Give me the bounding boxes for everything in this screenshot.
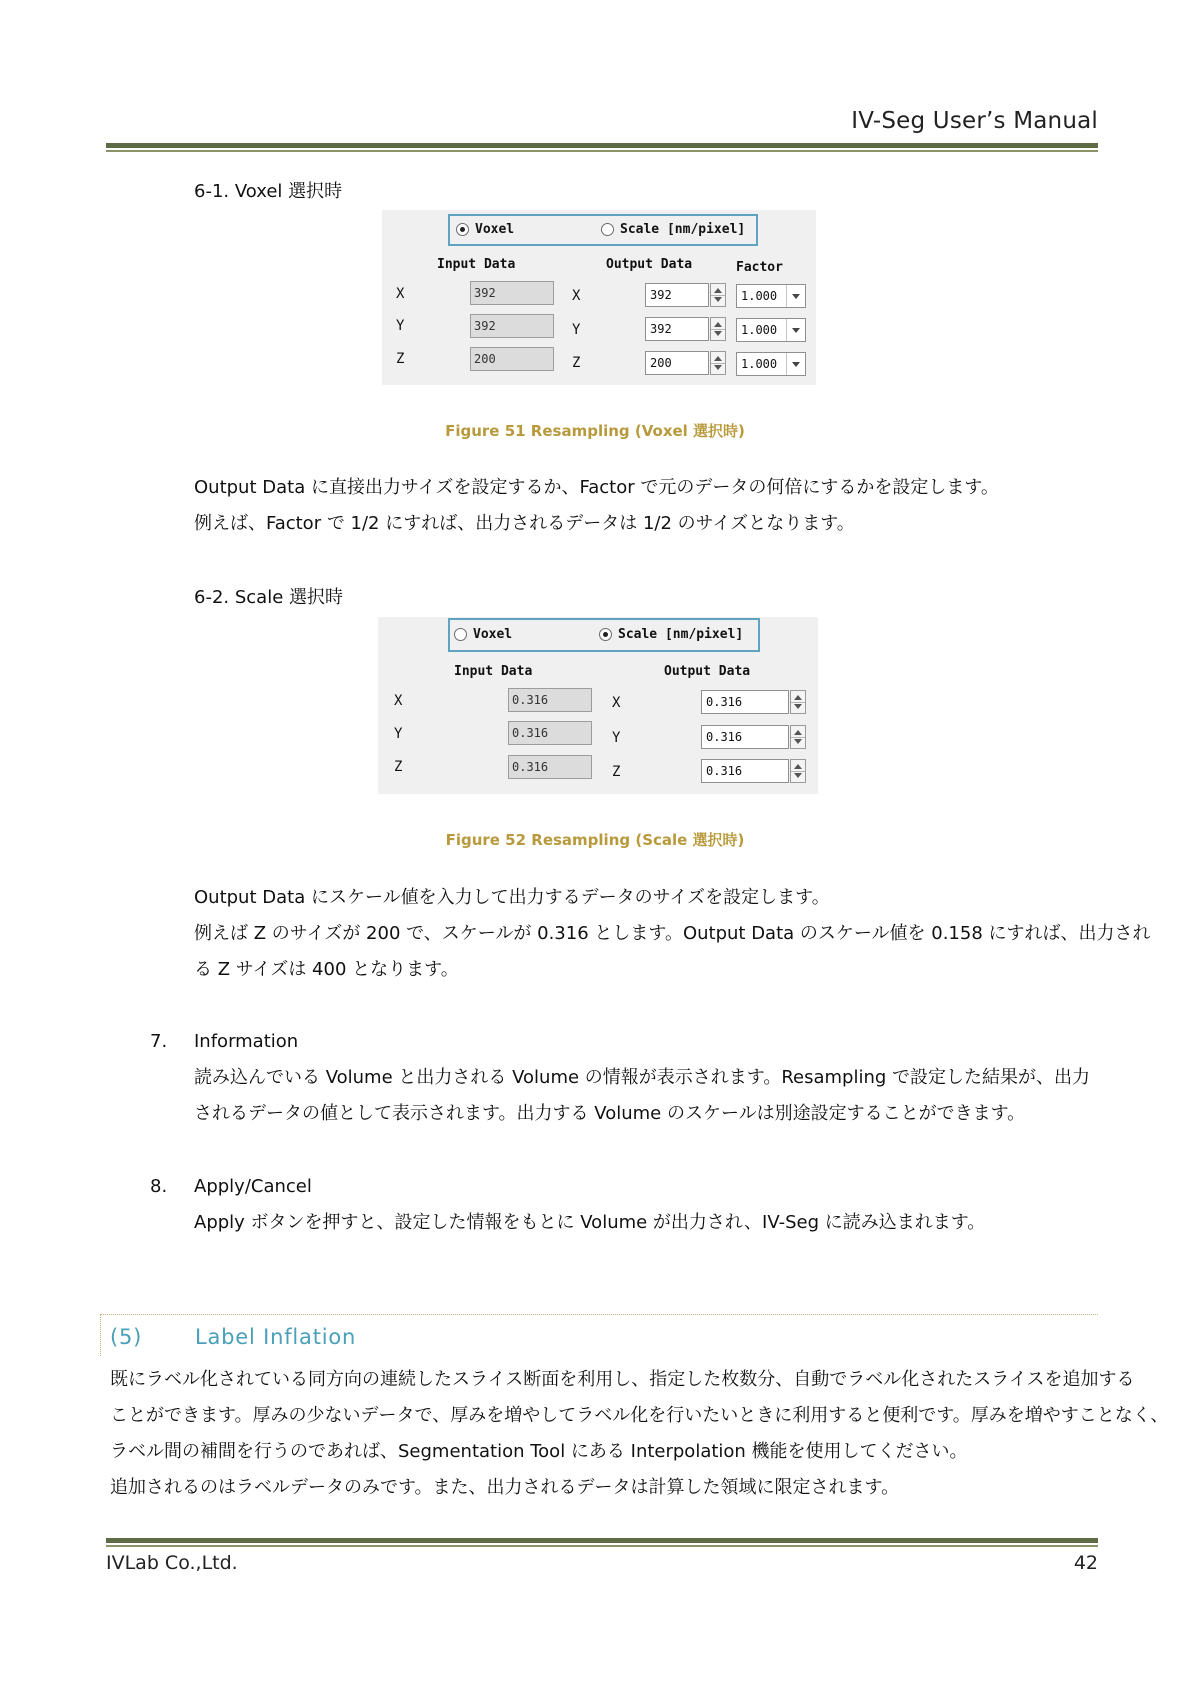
item-7-title: Information	[194, 1031, 299, 1052]
radio-voxel-indicator	[456, 223, 469, 236]
input-data-label: Input Data	[454, 664, 533, 679]
input-z-axis: Z	[396, 351, 405, 367]
section-5-line3: ラベル間の補間を行うのであれば、Segmentation Tool にある Interpolation 機能を使用してください。	[110, 1441, 968, 1462]
output-x-axis: X	[612, 695, 621, 711]
radio-voxel-label: Voxel	[475, 222, 515, 237]
paragraph-scale-line3: る Z サイズは 400 となります。	[194, 959, 459, 980]
chevron-down-icon	[786, 319, 805, 341]
input-y-field: 392	[470, 314, 554, 338]
resampling-scale-panel	[378, 617, 818, 794]
chevron-down-icon	[786, 285, 805, 307]
item-7-number: 7.	[150, 1031, 168, 1052]
output-z-input[interactable]: 0.316	[701, 759, 789, 783]
header-rule-thin	[106, 150, 1098, 152]
company-name: IVLab Co.,Ltd.	[106, 1552, 238, 1574]
input-y-axis: Y	[396, 318, 405, 334]
paragraph-scale-line2: 例えば Z のサイズが 200 で、スケールが 0.316 とします。Output Data のスケール値を 0.158 にすれば、出力され	[194, 923, 1151, 944]
radio-scale[interactable]	[599, 627, 743, 642]
input-x-axis: X	[396, 286, 405, 302]
radio-voxel[interactable]	[456, 222, 514, 237]
factor-y-value: 1.000	[741, 323, 778, 337]
radio-voxel-label: Voxel	[473, 627, 513, 642]
radio-scale-indicator	[601, 223, 614, 236]
output-data-label: Output Data	[664, 664, 751, 679]
output-y-spinner[interactable]	[710, 317, 726, 341]
output-data-label: Output Data	[606, 257, 693, 272]
output-y-axis: Y	[612, 730, 621, 746]
paragraph-voxel-line1: Output Data に直接出力サイズを設定するか、Factor で元のデータの何倍にするかを設定します。	[194, 477, 999, 498]
output-x-input[interactable]: 0.316	[701, 690, 789, 714]
output-x-spinner[interactable]	[710, 283, 726, 307]
page-number: 42	[1073, 1552, 1098, 1574]
output-z-spinner[interactable]	[790, 759, 806, 783]
paragraph-scale-line1: Output Data にスケール値を入力して出力するデータのサイズを設定します。	[194, 887, 830, 908]
output-y-axis: Y	[572, 322, 581, 338]
input-y-axis: Y	[394, 726, 403, 742]
item-8-number: 8.	[150, 1176, 168, 1197]
output-z-axis: Z	[612, 764, 621, 780]
output-y-input[interactable]: 392	[645, 317, 709, 341]
input-z-axis: Z	[394, 759, 403, 775]
section-5-line2: ことができます。厚みの少ないデータで、厚みを増やしてラベル化を行いたいときに利用すると便利です。厚みを増やすことなく、	[110, 1405, 1169, 1426]
subsection-heading-scale: 6-2. Scale 選択時	[194, 587, 343, 608]
input-data-label: Input Data	[437, 257, 516, 272]
input-y-field: 0.316	[508, 721, 592, 745]
output-y-input[interactable]: 0.316	[701, 725, 789, 749]
output-z-input[interactable]: 200	[645, 351, 709, 375]
figure-51-caption: Figure 51 Resampling (Voxel 選択時)	[445, 422, 745, 440]
subsection-heading-voxel: 6-1. Voxel 選択時	[194, 181, 343, 202]
radio-scale-label: Scale [nm/pixel]	[618, 627, 744, 642]
output-x-spinner[interactable]	[790, 690, 806, 714]
output-y-spinner[interactable]	[790, 725, 806, 749]
input-x-axis: X	[394, 693, 403, 709]
output-z-spinner[interactable]	[710, 351, 726, 375]
figure-52-caption: Figure 52 Resampling (Scale 選択時)	[445, 831, 745, 849]
footer-rule-thin	[106, 1545, 1098, 1547]
input-z-field: 200	[470, 347, 554, 371]
factor-x-value: 1.000	[741, 289, 778, 303]
factor-z-select[interactable]	[736, 352, 806, 376]
item-7-line1: 読み込んでいる Volume と出力される Volume の情報が表示されます。Resampling で設定した結果が、出力	[194, 1067, 1091, 1088]
factor-label: Factor	[736, 260, 783, 275]
factor-y-select[interactable]	[736, 318, 806, 342]
output-x-input[interactable]: 392	[645, 283, 709, 307]
input-z-field: 0.316	[508, 755, 592, 779]
output-x-axis: X	[572, 288, 581, 304]
item-8-title: Apply/Cancel	[194, 1176, 312, 1197]
input-x-field: 0.316	[508, 688, 592, 712]
chevron-down-icon	[786, 353, 805, 375]
paragraph-voxel-line2: 例えば、Factor で 1/2 にすれば、出力されるデータは 1/2 のサイズとなります。	[194, 513, 855, 534]
section-heading-border	[100, 1314, 1098, 1315]
input-x-field: 392	[470, 281, 554, 305]
header-rule	[106, 143, 1098, 148]
radio-voxel-indicator	[454, 628, 467, 641]
factor-z-value: 1.000	[741, 357, 778, 371]
section-number: (5)	[110, 1325, 143, 1349]
manual-title: IV-Seg User’s Manual	[851, 108, 1098, 134]
radio-voxel[interactable]	[454, 627, 512, 642]
radio-scale[interactable]	[601, 222, 745, 237]
output-z-axis: Z	[572, 355, 581, 371]
section-5-line4: 追加されるのはラベルデータのみです。また、出力されるデータは計算した領域に限定されます。	[110, 1477, 900, 1498]
radio-scale-label: Scale [nm/pixel]	[620, 222, 746, 237]
section-5-line1: 既にラベル化されている同方向の連続したスライス断面を利用し、指定した枚数分、自動でラベル化されたスライスを追加する	[110, 1369, 1135, 1390]
section-heading-border-left	[100, 1314, 101, 1356]
resampling-voxel-panel	[382, 210, 816, 385]
section-title: Label Inflation	[195, 1325, 357, 1349]
item-8-line1: Apply ボタンを押すと、設定した情報をもとに Volume が出力され、IV-Seg に読み込まれます。	[194, 1212, 986, 1233]
footer-rule	[106, 1538, 1098, 1543]
radio-scale-indicator	[599, 628, 612, 641]
factor-x-select[interactable]	[736, 284, 806, 308]
item-7-line2: されるデータの値として表示されます。出力する Volume のスケールは別途設定することができます。	[194, 1103, 1026, 1124]
